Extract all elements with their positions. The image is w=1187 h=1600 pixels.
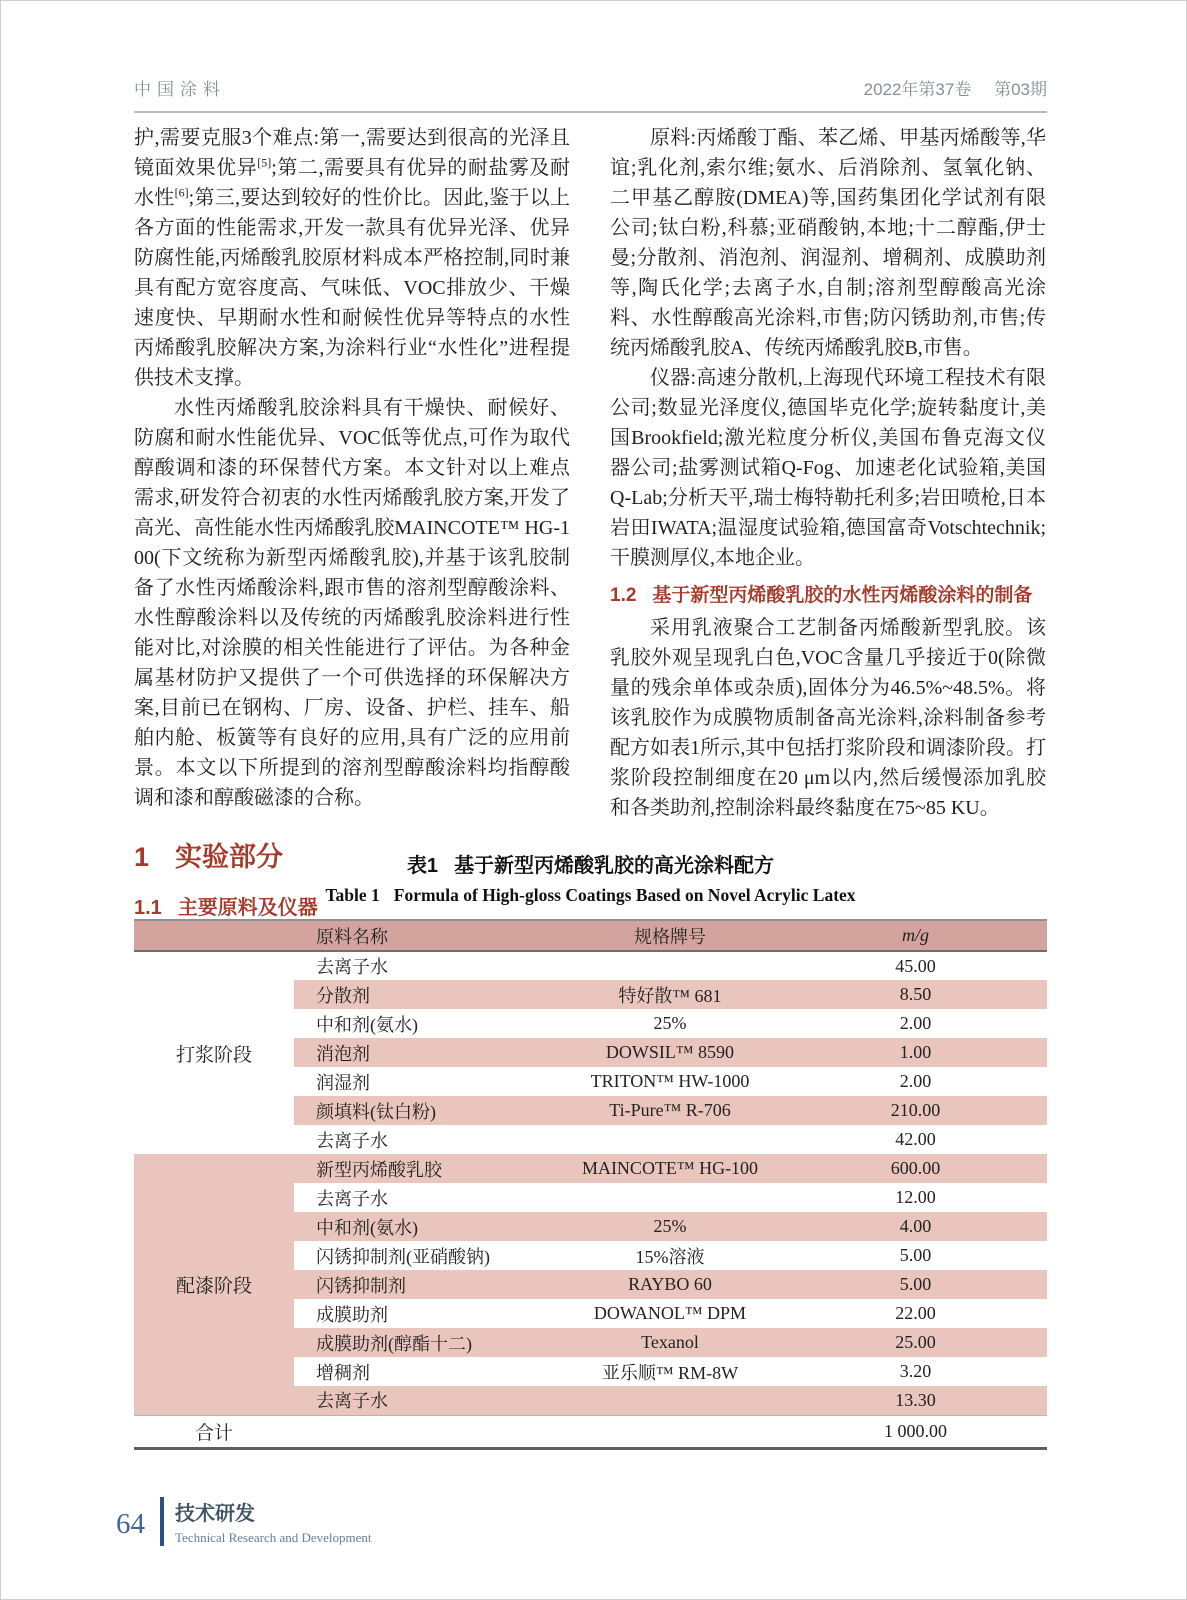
paragraph-text: 护,需要克服3个难点:第一,需要达到很高的光泽且镜面效果优异 (134, 127, 570, 179)
spec-cell: Texanol (556, 1328, 784, 1357)
column-header-mass: m/g (784, 920, 1047, 951)
mass-cell: 2.00 (899, 1013, 932, 1033)
material-name-cell: 增稠剂 (316, 1362, 370, 1383)
material-name-cell: 去离子水 (316, 1130, 388, 1151)
total-label-cell: 合计 (134, 1415, 294, 1448)
table-title-zh-text: 基于新型丙烯酸乳胶的高光涂料配方 (454, 855, 775, 877)
mass-cell: 25.00 (784, 1328, 1047, 1357)
spec-cell (556, 1125, 784, 1154)
material-name-cell: 闪锈抑制剂 (294, 1270, 556, 1299)
spec-cell: DOWANOL™ DPM (593, 1303, 747, 1323)
issue-label: 第03期 (994, 80, 1047, 99)
mass-cell: 5.00 (899, 1245, 932, 1265)
paragraph-text: ;第二,需要具有优异的耐盐雾及耐水性 (134, 157, 571, 209)
subsection-title: 主要原料及仪器 (177, 897, 318, 919)
empty-cell (556, 1415, 784, 1448)
material-name-cell: 闪锈抑制剂(亚硝酸钠) (316, 1246, 490, 1267)
table-title-en-text: Formula of High-gloss Coatings Based on Novel Acrylic Latex (393, 885, 856, 905)
material-name-cell: 分散剂 (294, 980, 556, 1009)
mass-cell: 12.00 (895, 1187, 936, 1207)
section-number: 1 (134, 842, 150, 872)
page-footer (116, 1497, 372, 1546)
material-name-cell: 消泡剂 (294, 1038, 556, 1067)
section-title: 实验部分 (175, 842, 284, 872)
citation-ref: [6] (174, 185, 189, 200)
citation-ref: [5] (257, 155, 272, 170)
mass-cell: 2.00 (899, 1071, 932, 1091)
mass-cell: 22.00 (895, 1303, 936, 1323)
mass-cell: 5.00 (784, 1270, 1047, 1299)
page-number: 64 (116, 1508, 145, 1540)
material-name-cell: 润湿剂 (316, 1072, 370, 1093)
right-column (610, 123, 1046, 920)
journal-name: 中国涂料 (134, 80, 226, 99)
table-title-zh (134, 849, 1047, 878)
spec-cell: MAINCOTE™ HG-100 (556, 1154, 784, 1183)
mass-cell: 45.00 (895, 955, 936, 976)
footer-section-zh: 技术研发 (175, 1503, 255, 1525)
material-name-cell: 成膜助剂(醇酯十二) (294, 1328, 556, 1357)
material-name-cell: 去离子水 (294, 1386, 556, 1415)
subsection-heading-1-2 (610, 580, 1046, 607)
paragraph: 原料:丙烯酸丁酯、苯乙烯、甲基丙烯酸等,华谊;乳化剂,索尔维;氨水、后消除剂、氢氧化钠、二甲基乙醇胺(DMEA)等,国药集团化学试剂有限公司;钛白粉,科慕;亚硝酸钠,本地;十二醇酯,伊士曼;分散剂、消泡剂、润湿剂、增稠剂、成膜助剂等,陶氏化学;去离子水,自制;溶剂型醇酸高光涂料、水性醇酸高光涂料,市售;防闪锈助剂,市售;传统丙烯酸乳胶A、传统丙烯酸乳胶B,市售。 (610, 127, 1046, 359)
total-value-cell: 1 000.00 (784, 1415, 1047, 1448)
issue-info (846, 75, 1047, 100)
volume-label: 2022年第37卷 (863, 80, 972, 99)
mass-cell: 8.50 (784, 980, 1047, 1009)
table-header-row (134, 920, 1047, 951)
spec-cell: DOWSIL™ 8590 (556, 1038, 784, 1067)
spec-cell: 25% (653, 1013, 687, 1033)
table-number-zh: 表1 (406, 855, 439, 877)
paragraph: 水性丙烯酸乳胶涂料具有干燥快、耐候好、防腐和耐水性能优异、VOC低等优点,可作为取代醇酸调和漆的环保替代方案。本文针对以上难点需求,研发符合初衷的水性丙烯酸乳胶方案,开发了高光、高性能水性丙烯酸乳胶MAINCOTE™ HG-100(下文统称为新型丙烯酸乳胶),并基于该乳胶制备了水性丙烯酸涂料,跟市售的溶剂型醇酸涂料、水性醇酸涂料以及传统的丙烯酸乳胶涂料进行性能对比,对涂膜的相关性能进行了评估。为各种金属基材防护又提供了一个可供选择的环保解决方案,目前已在钢构、厂房、设备、护栏、挂车、船舶内舱、板簧等有良好的应用,具有广泛的应用前景。本文以下所提到的溶剂型醇酸涂料均指醇酸调和漆和醇酸磁漆的合称。 (134, 397, 570, 809)
spec-cell: 15%溶液 (635, 1246, 705, 1267)
material-name-cell: 颜填料(钛白粉) (294, 1096, 556, 1125)
mass-cell: 42.00 (895, 1129, 936, 1149)
subsection-number: 1.2 (610, 585, 637, 606)
table-number-en: Table 1 (325, 885, 380, 905)
column-header-spec: 规格牌号 (556, 920, 784, 951)
table-row (134, 951, 1047, 980)
spec-cell (556, 951, 784, 980)
formula-table (134, 919, 1047, 1450)
spec-cell (556, 1386, 784, 1415)
paragraph (134, 123, 570, 393)
material-name-cell: 去离子水 (316, 957, 388, 977)
subsection-title: 基于新型丙烯酸乳胶的水性丙烯酸涂料的制备 (652, 585, 1033, 606)
spec-cell: RAYBO 60 (556, 1270, 784, 1299)
table-row (134, 1154, 1047, 1183)
body-columns (134, 123, 1047, 920)
subsection-number: 1.1 (134, 897, 162, 919)
mass-cell: 210.00 (784, 1096, 1047, 1125)
table-total-row (134, 1415, 1047, 1448)
spec-cell: 特好散™ 681 (556, 980, 784, 1009)
material-name-cell: 去离子水 (316, 1188, 388, 1209)
mass-cell: 1.00 (784, 1038, 1047, 1067)
stage-header-cell (134, 920, 294, 951)
material-name-cell: 新型丙烯酸乳胶 (294, 1154, 556, 1183)
paragraph: 仪器:高速分散机,上海现代环境工程技术有限公司;数显光泽度仪,德国毕克化学;旋转黏度计,美国Brookfield;激光粒度分析仪,美国布鲁克海文仪器公司;盐雾测试箱Q-Fog、加速老化试验箱,美国Q-Lab;分析天平,瑞士梅特勒托利多;岩田喷枪,日本岩田IWATA;温湿度试验箱,德国富奇Votschtechnik;干膜测厚仪,本地企业。 (610, 367, 1046, 569)
stage-label-grinding: 打浆阶段 (134, 951, 294, 1154)
material-name-cell: 成膜助剂 (316, 1304, 388, 1325)
spec-cell: TRITON™ HW-1000 (590, 1071, 750, 1091)
material-name-cell: 中和剂(氨水) (294, 1212, 556, 1241)
footer-divider-bar (160, 1497, 164, 1546)
footer-section-en: Technical Research and Development (175, 1530, 372, 1545)
mass-cell: 4.00 (784, 1212, 1047, 1241)
table-section (134, 849, 1047, 1450)
left-column (134, 123, 570, 920)
spec-cell: 亚乐顺™ RM-8W (601, 1362, 739, 1383)
paragraph: 采用乳液聚合工艺制备丙烯酸新型乳胶。该乳胶外观呈现乳白色,VOC含量几乎接近于0(除微量的残余单体或杂质),固体分为46.5%~48.5%。将该乳胶作为成膜物质制备高光涂料,涂料制备参考配方如表1所示,其中包括打浆阶段和调漆阶段。打浆阶段控制细度在20 μm以内,然后缓慢添加乳胶和各类助剂,控制涂料最终黏度在75~85 KU。 (610, 617, 1046, 819)
spec-cell (556, 1183, 784, 1212)
spec-cell: Ti-Pure™ R-706 (556, 1096, 784, 1125)
mass-cell: 3.20 (899, 1361, 932, 1381)
page-header (134, 75, 1047, 113)
column-header-name: 原料名称 (294, 920, 556, 951)
empty-cell (294, 1415, 556, 1448)
table-title-en (134, 885, 1047, 906)
mass-cell: 600.00 (784, 1154, 1047, 1183)
mass-cell: 13.30 (784, 1386, 1047, 1415)
spec-cell: 25% (556, 1212, 784, 1241)
stage-label-paint-making: 配漆阶段 (134, 1154, 294, 1415)
paragraph-text: ;第三,要达到较好的性价比。因此,鉴于以上各方面的性能需求,开发一款具有优异光泽、优异防腐性能,丙烯酸乳胶原材料成本严格控制,同时兼具有配方宽容度高、气味低、VOC排放少、干燥速度快、早期耐水性和耐候性优异等特点的水性丙烯酸乳胶解决方案,为涂料行业“水性化”进程提供技术支撑。 (134, 187, 571, 389)
footer-section (175, 1497, 372, 1546)
material-name-cell: 中和剂(氨水) (316, 1014, 418, 1035)
